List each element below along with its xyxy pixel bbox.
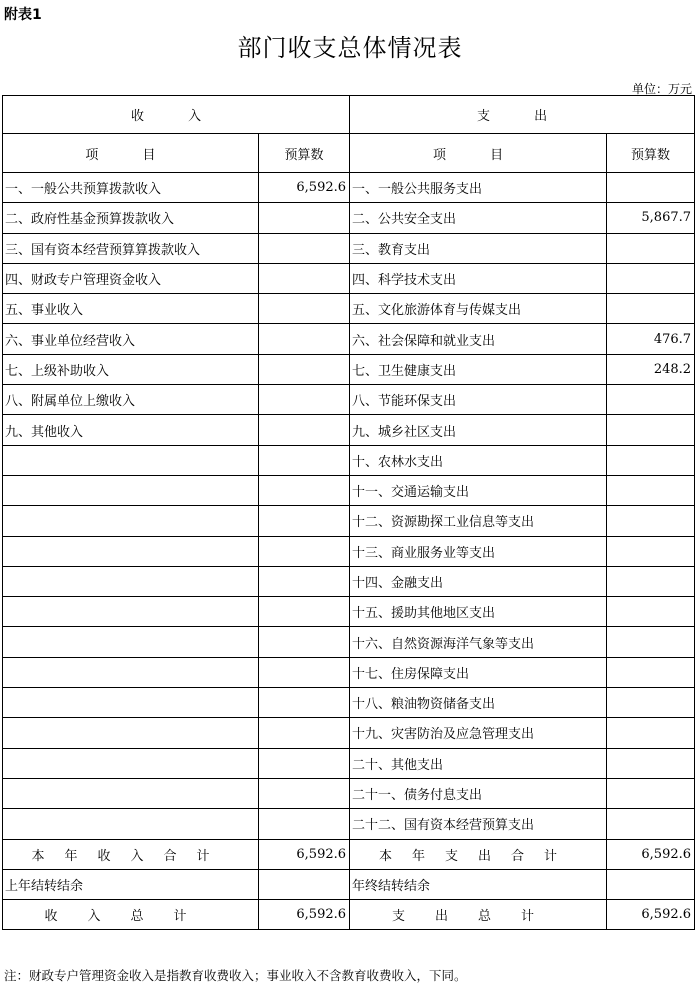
expense-item: 十一、交通运输支出 <box>350 475 607 505</box>
table-row <box>3 748 695 778</box>
table-row <box>3 536 695 566</box>
expense-grand-total-value: 6,592.6 <box>607 900 695 930</box>
expense-value: 5,867.7 <box>607 203 695 233</box>
income-value <box>259 778 350 808</box>
income-item <box>3 536 259 566</box>
table-row <box>3 627 695 657</box>
expense-value <box>607 566 695 596</box>
income-item <box>3 627 259 657</box>
expense-item: 二十一、债务付息支出 <box>350 778 607 808</box>
expense-value <box>607 718 695 748</box>
table-row <box>3 445 695 475</box>
income-item <box>3 657 259 687</box>
income-value: 6,592.6 <box>259 173 350 203</box>
income-item: 四、财政专户管理资金收入 <box>3 263 259 293</box>
expense-value <box>607 657 695 687</box>
income-item <box>3 445 259 475</box>
table-row <box>3 385 695 415</box>
expense-item: 三、教育支出 <box>350 233 607 263</box>
income-item: 五、事业收入 <box>3 294 259 324</box>
page-title: 部门收支总体情况表 <box>237 34 463 62</box>
expense-value <box>607 597 695 627</box>
table-row <box>3 809 695 839</box>
expense-value <box>607 778 695 808</box>
expense-item: 九、城乡社区支出 <box>350 415 607 445</box>
budget-table <box>2 95 695 930</box>
income-item <box>3 748 259 778</box>
expense-value <box>607 809 695 839</box>
income-value <box>259 445 350 475</box>
income-value <box>259 809 350 839</box>
income-item <box>3 688 259 718</box>
table-row <box>3 203 695 233</box>
income-budget-header: 预算数 <box>259 134 350 173</box>
expense-year-total-label: 本年支出合计 <box>350 839 607 869</box>
expense-value <box>607 506 695 536</box>
income-item <box>3 566 259 596</box>
income-grand-total-value: 6,592.6 <box>259 900 350 930</box>
income-item: 二、政府性基金预算拨款收入 <box>3 203 259 233</box>
income-value <box>259 324 350 354</box>
expense-item: 十四、金融支出 <box>350 566 607 596</box>
expense-item: 二十、其他支出 <box>350 748 607 778</box>
expense-item: 十七、住房保障支出 <box>350 657 607 687</box>
table-row <box>3 566 695 596</box>
income-item <box>3 809 259 839</box>
income-item: 九、其他收入 <box>3 415 259 445</box>
table-row <box>3 657 695 687</box>
income-value <box>259 415 350 445</box>
expense-value: 248.2 <box>607 354 695 384</box>
expense-value <box>607 233 695 263</box>
income-value <box>259 385 350 415</box>
table-row <box>3 173 695 203</box>
expense-value <box>607 536 695 566</box>
income-value <box>259 536 350 566</box>
expense-item: 十二、资源勘探工业信息等支出 <box>350 506 607 536</box>
expense-item: 七、卫生健康支出 <box>350 354 607 384</box>
income-year-total-value: 6,592.6 <box>259 839 350 869</box>
expense-item: 四、科学技术支出 <box>350 263 607 293</box>
attachment-label: 附表1 <box>4 7 42 23</box>
expense-item: 十五、援助其他地区支出 <box>350 597 607 627</box>
income-item <box>3 778 259 808</box>
expense-value <box>607 445 695 475</box>
income-item-header: 项 目 <box>3 134 259 173</box>
income-item <box>3 597 259 627</box>
expense-item: 十九、灾害防治及应急管理支出 <box>350 718 607 748</box>
income-value <box>259 506 350 536</box>
income-item <box>3 718 259 748</box>
expense-year-total-value: 6,592.6 <box>607 839 695 869</box>
income-item <box>3 475 259 505</box>
footnote: 注：财政专户管理资金收入是指教育收费收入；事业收入不含教育收费收入，下同。 <box>4 968 467 983</box>
income-value <box>259 566 350 596</box>
carry-out-label: 年终结转结余 <box>350 869 607 899</box>
income-item: 一、一般公共预算拨款收入 <box>3 173 259 203</box>
expense-value: 476.7 <box>607 324 695 354</box>
income-item: 七、上级补助收入 <box>3 354 259 384</box>
expense-value <box>607 263 695 293</box>
expense-item: 一、一般公共服务支出 <box>350 173 607 203</box>
table-row <box>3 718 695 748</box>
income-item <box>3 506 259 536</box>
income-item: 六、事业单位经营收入 <box>3 324 259 354</box>
table-row <box>3 597 695 627</box>
table-row <box>3 324 695 354</box>
income-value <box>259 748 350 778</box>
table-row <box>3 475 695 505</box>
income-value <box>259 354 350 384</box>
expense-value <box>607 173 695 203</box>
expense-item: 二、公共安全支出 <box>350 203 607 233</box>
table-row <box>3 778 695 808</box>
expense-value <box>607 475 695 505</box>
expense-item: 六、社会保障和就业支出 <box>350 324 607 354</box>
income-value <box>259 203 350 233</box>
carry-in-value <box>259 869 350 899</box>
income-value <box>259 718 350 748</box>
expense-value <box>607 627 695 657</box>
expense-item: 十三、商业服务业等支出 <box>350 536 607 566</box>
table-row <box>3 233 695 263</box>
table-row <box>3 506 695 536</box>
expense-item: 十六、自然资源海洋气象等支出 <box>350 627 607 657</box>
income-value <box>259 657 350 687</box>
expense-value <box>607 415 695 445</box>
income-value <box>259 263 350 293</box>
income-value <box>259 294 350 324</box>
carry-out-value <box>607 869 695 899</box>
expense-item: 八、节能环保支出 <box>350 385 607 415</box>
income-year-total-label: 本年收入合计 <box>3 839 259 869</box>
unit-label: 单位：万元 <box>631 82 692 96</box>
income-header: 收 入 <box>3 96 350 134</box>
expense-grand-total-label: 支出总计 <box>350 900 607 930</box>
expense-value <box>607 688 695 718</box>
expense-value <box>607 294 695 324</box>
income-grand-total-label: 收入总计 <box>3 900 259 930</box>
income-value <box>259 475 350 505</box>
income-value <box>259 688 350 718</box>
table-row <box>3 294 695 324</box>
expense-value <box>607 385 695 415</box>
table-row <box>3 354 695 384</box>
expense-budget-header: 预算数 <box>607 134 695 173</box>
expense-item: 十、农林水支出 <box>350 445 607 475</box>
expense-header: 支 出 <box>350 96 695 134</box>
income-value <box>259 597 350 627</box>
carry-in-label: 上年结转结余 <box>3 869 259 899</box>
expense-value <box>607 748 695 778</box>
income-item: 八、附属单位上缴收入 <box>3 385 259 415</box>
table-row <box>3 415 695 445</box>
income-value <box>259 233 350 263</box>
expense-item: 五、文化旅游体育与传媒支出 <box>350 294 607 324</box>
expense-item: 十八、粮油物资储备支出 <box>350 688 607 718</box>
income-value <box>259 627 350 657</box>
expense-item: 二十二、国有资本经营预算支出 <box>350 809 607 839</box>
table-row <box>3 263 695 293</box>
expense-item-header: 项 目 <box>350 134 607 173</box>
income-item: 三、国有资本经营预算算拨款收入 <box>3 233 259 263</box>
table-row <box>3 688 695 718</box>
